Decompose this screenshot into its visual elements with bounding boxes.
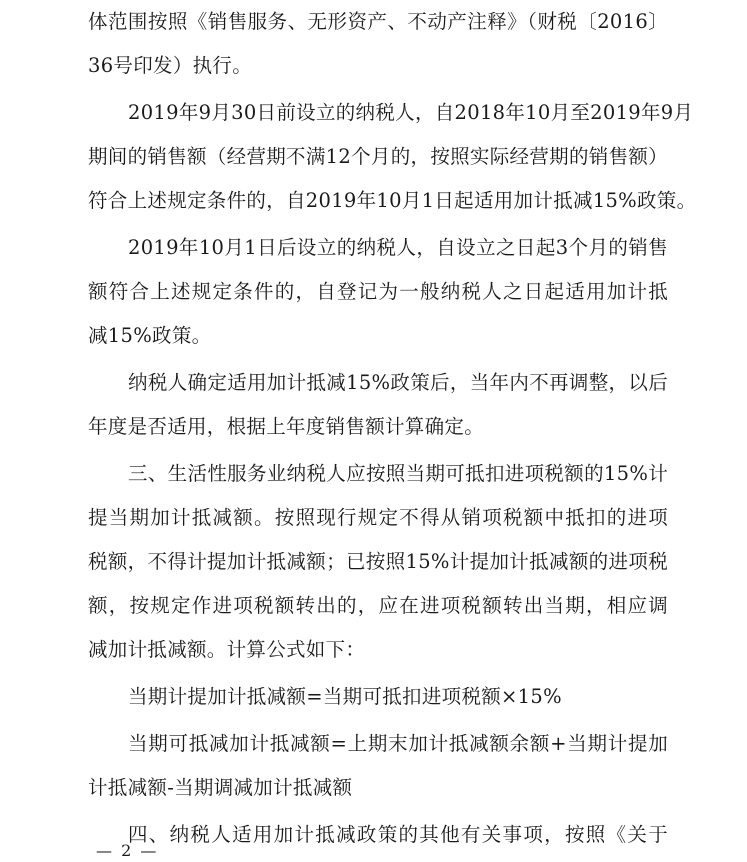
- text-line-8: 减15%政策。: [88, 324, 212, 347]
- text-line-3: 2019年9月30日前设立的纳税人，自2018年10月至2019年9月: [128, 101, 694, 124]
- formula-line-2: 当期可抵减加计抵减额=上期末加计抵减额余额+当期计提加: [128, 732, 668, 755]
- page-number: — 2 —: [96, 841, 159, 860]
- text-line-14: 额，按规定作进项税额转出的，应在进项税额转出当期，相应调: [88, 594, 668, 617]
- text-line-2: 36号印发）执行。: [88, 54, 253, 77]
- text-line-6: 2019年10月1日后设立的纳税人，自设立之日起3个月的销售: [128, 236, 668, 259]
- text-line-4: 期间的销售额（经营期不满12个月的，按照实际经营期的销售额）: [88, 145, 668, 168]
- text-line-9: 纳税人确定适用加计抵减15%政策后，当年内不再调整，以后: [128, 371, 668, 394]
- text-line-12: 提当期加计抵减额。按照现行规定不得从销项税额中抵扣的进项: [88, 506, 668, 529]
- formula-line-3: 计抵减额-当期调减加计抵减额: [88, 776, 353, 799]
- text-line-13: 税额，不得计提加计抵减额；已按照15%计提加计抵减额的进项税: [88, 550, 668, 573]
- formula-line-1: 当期计提加计抵减额=当期可抵扣进项税额×15%: [128, 685, 562, 708]
- text-line-15: 减加计抵减额。计算公式如下：: [88, 638, 366, 661]
- text-line-11: 三、生活性服务业纳税人应按照当期可抵扣进项税额的15%计: [128, 462, 668, 485]
- text-line-5: 符合上述规定条件的，自2019年10月1日起适用加计抵减15%政策。: [88, 189, 697, 212]
- text-line-10: 年度是否适用，根据上年度销售额计算确定。: [88, 415, 485, 438]
- text-line-19: 四、纳税人适用加计抵减政策的其他有关事项，按照《关于: [128, 823, 668, 846]
- text-line-1: 体范围按照《销售服务、无形资产、不动产注释》（财税〔2016〕: [88, 10, 668, 33]
- text-line-7: 额符合上述规定条件的，自登记为一般纳税人之日起适用加计抵: [88, 280, 668, 303]
